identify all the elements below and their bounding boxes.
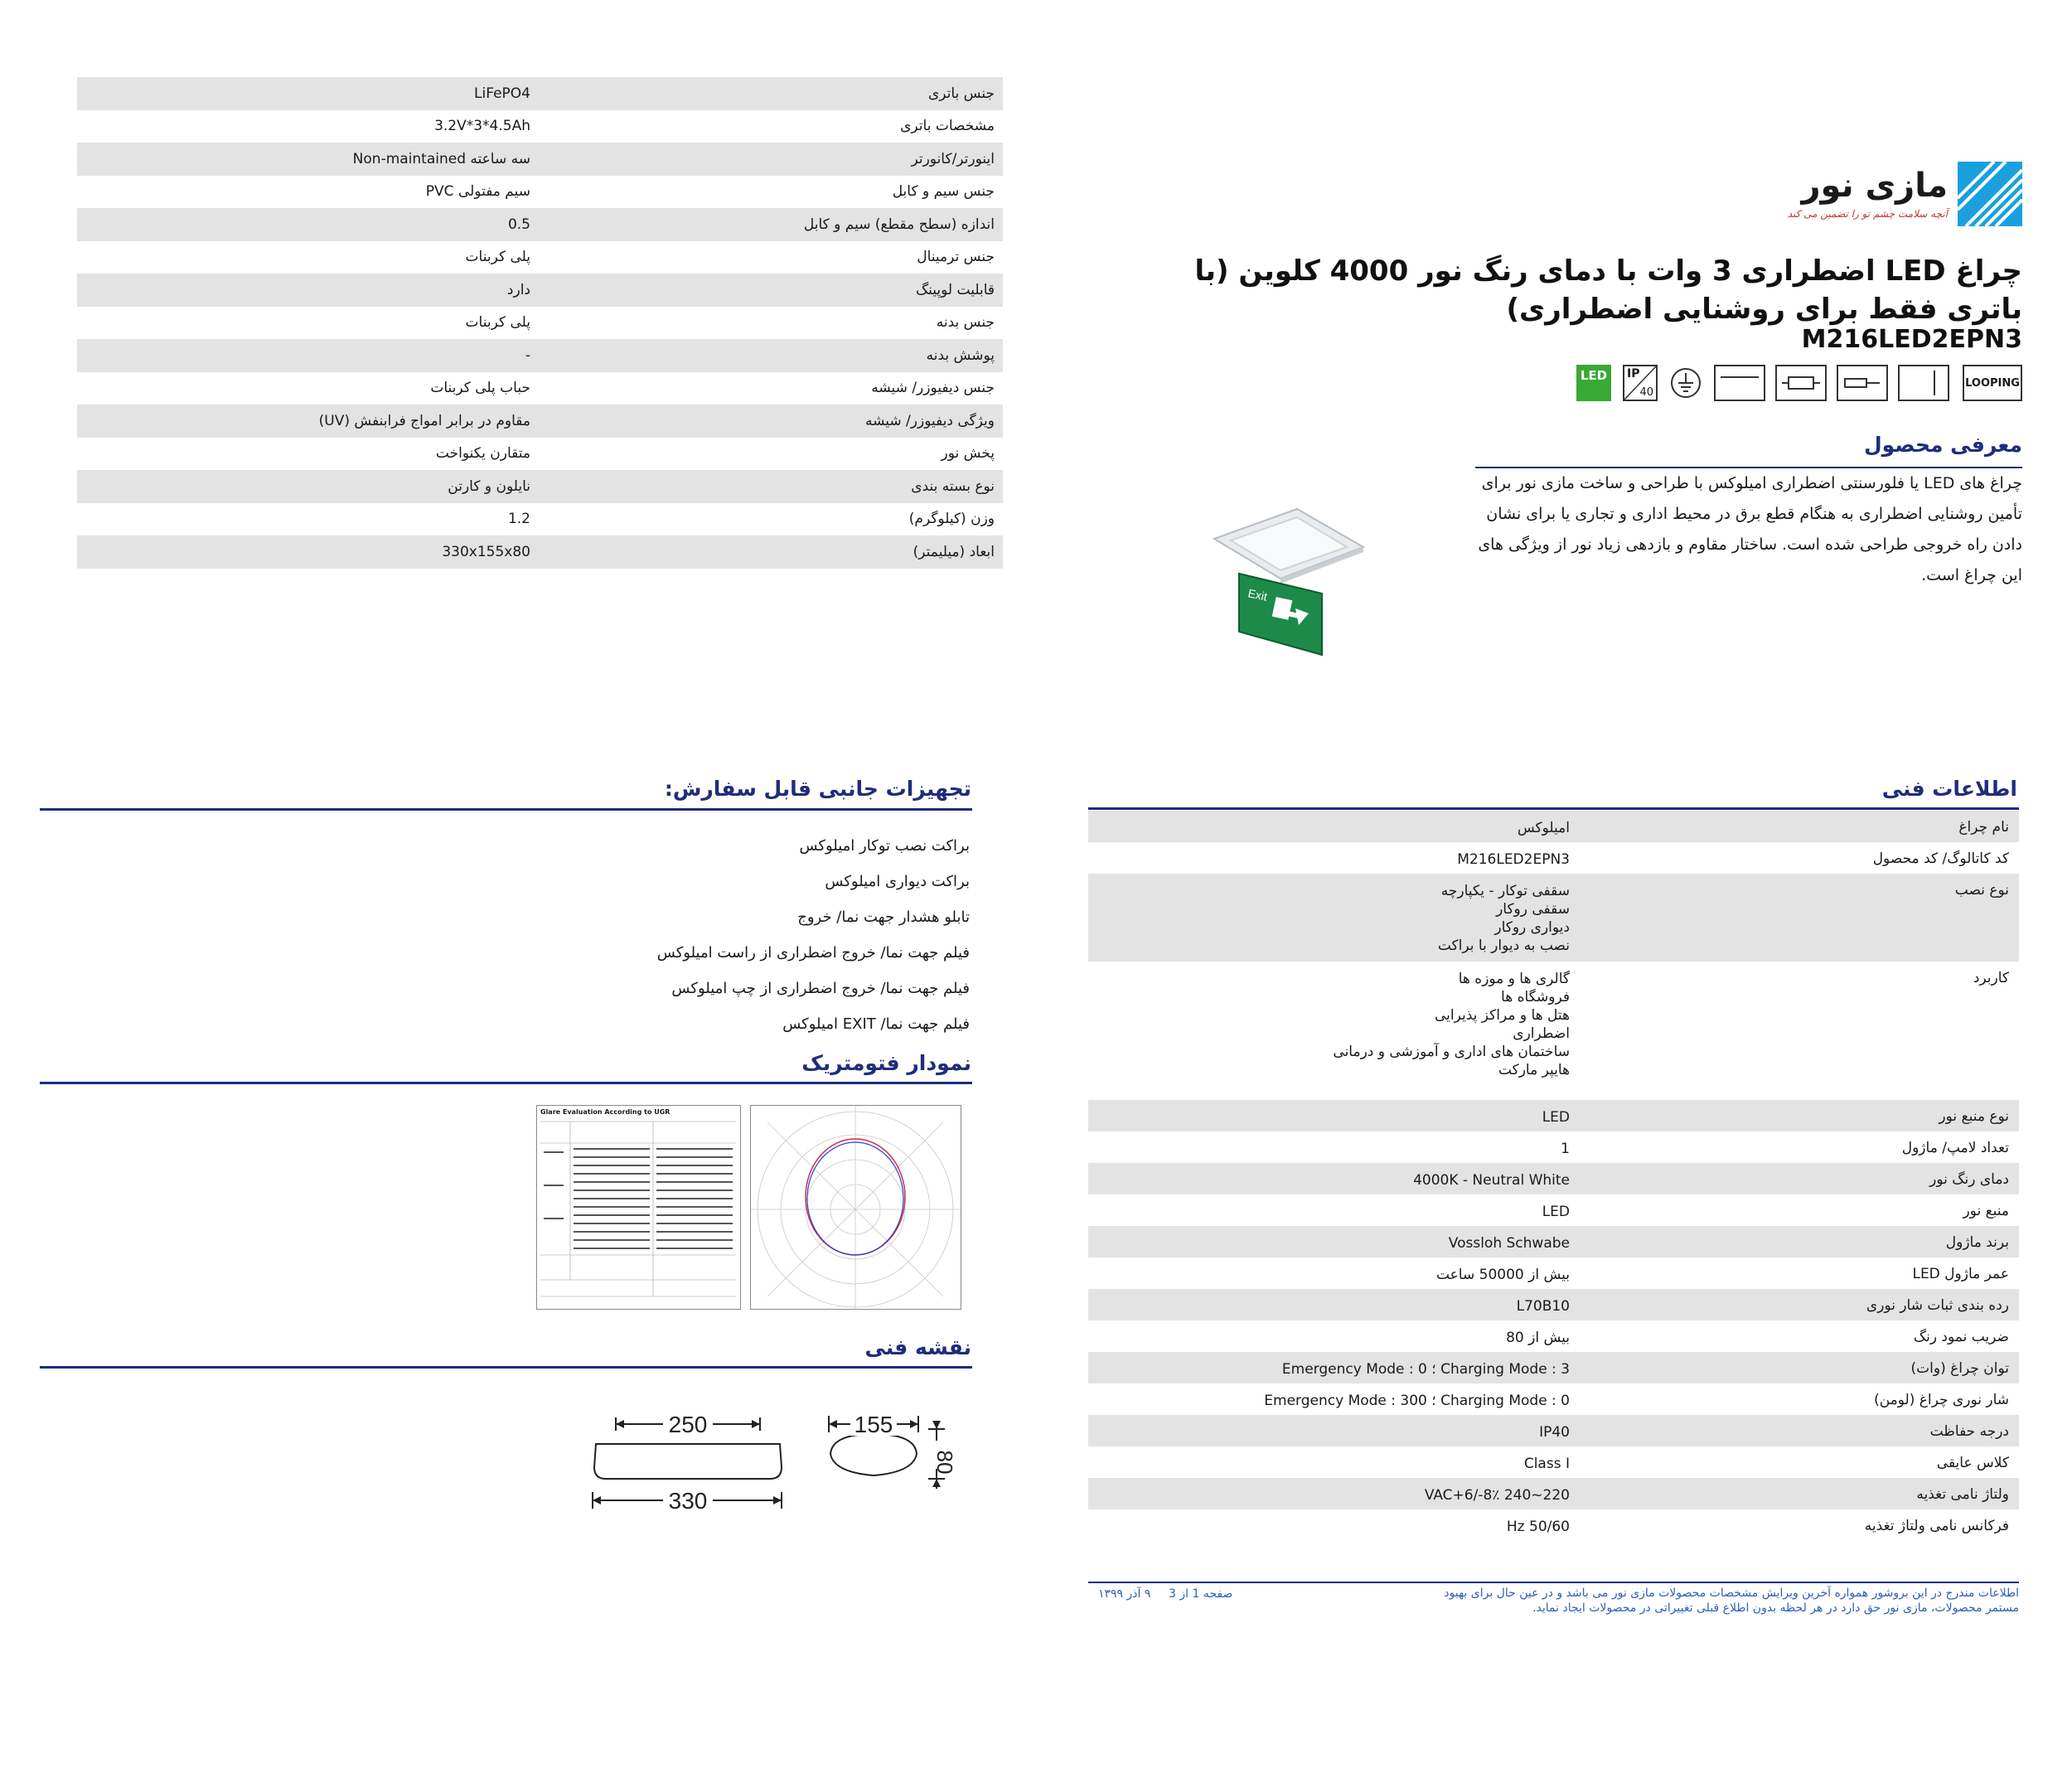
- accessory-item: براکت نصب توکار امیلوکس: [799, 837, 970, 855]
- spec-label: جنس ترمینال: [917, 249, 995, 266]
- accessories-heading: تجهیزات جانبی قابل سفارش:: [664, 777, 971, 801]
- accessories-rule: [40, 808, 972, 811]
- drawing-rule: [40, 1366, 972, 1369]
- spec-label: ابعاد (میلیمتر): [913, 543, 995, 560]
- spec-value: -: [525, 346, 530, 364]
- tech-label: عمر ماژول LED: [1912, 1266, 2009, 1282]
- spec-row: [77, 241, 1003, 274]
- looping-badge: [1963, 365, 2022, 401]
- tech-row: [1088, 1257, 2019, 1289]
- tech-label: شار نوری چراغ (لومن): [1874, 1392, 2009, 1408]
- spec-label: اینورتر/کانورتر: [911, 150, 995, 167]
- tech-value: 50/60 Hz: [1506, 1519, 1570, 1535]
- tech-row: [1088, 1194, 2019, 1226]
- tech-table: [1088, 811, 2019, 1541]
- tech-label: تعداد لامپ/ ماژول: [1901, 1140, 2009, 1156]
- tech-rule: [1088, 807, 2019, 810]
- logo-stripes-icon: [1958, 162, 2022, 226]
- dim-155-label: 155: [854, 1412, 893, 1437]
- mount-badge-1: [1898, 365, 1949, 401]
- spec-value: پلی کربنات: [465, 249, 530, 266]
- tech-label: منبع نور: [1963, 1203, 2009, 1219]
- recessed-mount-icon: [1719, 369, 1760, 397]
- spec-row: [77, 339, 1003, 372]
- tech-row: [1088, 1131, 2019, 1163]
- tech-heading: اطلاعات فنی: [1881, 777, 2017, 801]
- technical-drawing-side: [821, 1409, 957, 1517]
- spec-row: [77, 77, 1003, 110]
- tech-label: ولتاژ نامی تغذیه: [1916, 1486, 2009, 1503]
- spec-value: سه ساعته Non-maintained: [352, 150, 530, 167]
- spec-row: [77, 110, 1003, 143]
- spec-row: [77, 438, 1003, 471]
- tech-value: بیش از 50000 ساعت: [1435, 1267, 1570, 1283]
- tech-value: L70B10: [1516, 1298, 1570, 1315]
- spec-label: اندازه (سطح مقطع) سیم و کابل: [803, 216, 995, 233]
- footer-rule: [1088, 1582, 2019, 1583]
- ugr-table-image: [536, 1105, 741, 1310]
- footer-date: ۹ آذر ۱۳۹۹: [1098, 1587, 1151, 1601]
- tech-label: ضریب نمود رنگ: [1913, 1329, 2009, 1345]
- tech-value: 220~240 VAC+6/-8٪: [1424, 1487, 1570, 1504]
- spec-label: جنس دیفیوزر/ شیشه: [871, 380, 995, 397]
- ip-badge-bottom: 40: [1639, 386, 1653, 399]
- brand-logo: [1740, 162, 2022, 228]
- footer-page: صفحه 1 از 3: [1169, 1587, 1233, 1601]
- technical-drawing-front: [584, 1409, 792, 1517]
- polar-diagram-image: [750, 1105, 961, 1310]
- tech-value: بیش از 80: [1506, 1330, 1570, 1346]
- ip-badge-top: IP: [1627, 367, 1640, 380]
- spec-row: [77, 503, 1003, 536]
- spec-row: [77, 372, 1003, 405]
- spec-value: سیم مفتولی PVC: [425, 183, 530, 201]
- tech-row: [1088, 1352, 2019, 1383]
- tech-value: Charging Mode : 3 ؛ Emergency Mode : 0: [1281, 1361, 1570, 1378]
- spec-row: [77, 535, 1003, 569]
- tech-value: Charging Mode : 0 ؛ Emergency Mode : 300: [1264, 1393, 1570, 1409]
- tech-label: کلاس عایقی: [1936, 1455, 2009, 1471]
- spec-row: [77, 274, 1003, 307]
- drawing-heading: نقشه فنی: [864, 1335, 971, 1359]
- tech-row: [1088, 962, 2019, 1100]
- exit-sign-text: Exit: [1247, 586, 1269, 603]
- tech-value: 4000K - Neutral White: [1413, 1172, 1570, 1189]
- tech-row: [1088, 1478, 2019, 1509]
- tech-label: نوع منبع نور: [1939, 1108, 2009, 1125]
- ugr-table-grid: [537, 1118, 740, 1305]
- spec-label: مشخصات باتری: [900, 118, 995, 135]
- tech-label: فرکانس نامی ولتاژ تغذیه: [1864, 1518, 2009, 1534]
- tech-value: 1: [1561, 1141, 1570, 1157]
- tech-value: LED: [1542, 1109, 1570, 1126]
- tech-label: کاربرد: [1973, 970, 2009, 986]
- dim-330-label: 330: [668, 1488, 708, 1514]
- tech-label: رده بندی ثبات شار نوری: [1866, 1297, 2009, 1314]
- spec-value: پلی کربنات: [465, 314, 530, 332]
- accessory-item: تابلو هشدار جهت نما/ خروج: [797, 908, 970, 926]
- earth-badge: [1669, 366, 1702, 400]
- product-title: چراغ LED اضطراری 3 وات با دمای رنگ نور 4000 کلوین (با باتری فقط برای روشنایی اضطراری): [1194, 254, 2022, 326]
- spec-value: مقاوم در برابر امواج فرابنفش (UV): [318, 412, 530, 429]
- led-badge: [1576, 365, 1611, 401]
- tech-value: Class I: [1523, 1456, 1570, 1472]
- spec-value: 330x155x80: [442, 543, 530, 560]
- dim-80-label: 80: [932, 1450, 957, 1475]
- logo-tagline: آنچه سلامت چشم تو را تضمین می کند: [1787, 208, 1948, 220]
- looping-label: LOOPING: [1965, 376, 2020, 390]
- tech-row: [1088, 1289, 2019, 1320]
- mount-badge-3: [1775, 365, 1827, 401]
- spec-value: نایلون و کارتن: [448, 477, 530, 495]
- tech-value: سقفی توکار - یکپارچه سقفی روکار دیواری روکار نصب به دیوار با براکت: [1437, 883, 1570, 954]
- top-specs-table: [77, 77, 1003, 569]
- intro-text: چراغ های LED یا فلورسنتی اضطراری امیلوکس با طراحی و ساخت مازی نور برای تأمین روشنایی اضطراری به هنگام قطع برق در محیط اداری و تجاری یا برای نشان دادن راه خروجی طراحی شده است. ساختار مقاوم و بازدهی زیاد نور از ویژگی های این چراغ است.: [1478, 474, 2022, 584]
- tech-value: Vossloh Schwabe: [1448, 1235, 1570, 1252]
- tech-label: درجه حفاظت: [1929, 1423, 2009, 1440]
- mount-badge-2: [1837, 365, 1888, 401]
- ceiling-mount-icon: [1780, 369, 1822, 397]
- spec-row: [77, 176, 1003, 209]
- spec-label: پوشش بدنه: [926, 346, 995, 364]
- tech-row: [1088, 1509, 2019, 1541]
- tech-value: M216LED2EPN3: [1457, 851, 1570, 868]
- spec-row: [77, 143, 1003, 176]
- spec-value: متقارن یکنواخت: [435, 445, 530, 463]
- spec-value: 0.5: [507, 216, 530, 233]
- tech-label: کد کاتالوگ/ کد محصول: [1872, 850, 2009, 867]
- spec-row: [77, 405, 1003, 438]
- photometric-heading: نمودار فتومتریک: [801, 1051, 971, 1075]
- spec-label: ویژگی دیفیوزر/ شیشه: [864, 412, 995, 429]
- spec-label: قابلیت لوپینگ: [915, 281, 995, 298]
- accessory-item: براکت دیواری امیلوکس: [825, 873, 970, 890]
- spec-label: جنس باتری: [927, 85, 995, 102]
- tech-label: توان چراغ (وات): [1910, 1360, 2009, 1377]
- led-badge-label: LED: [1580, 368, 1608, 383]
- footer-note: اطلاعات مندرج در این بروشور همواره آخرین ویرایش مشخصات محصولات مازی نور می باشد و در عین حال برای بهبود مستمر محصولات، مازی نور حق دارد در هر لحظه بدون اطلاع قبلی تغییراتی در محصولات ایجاد نماید.: [1444, 1587, 2019, 1615]
- earth-ground-icon: [1669, 366, 1702, 400]
- tech-value: LED: [1542, 1204, 1570, 1220]
- tech-row: [1088, 1383, 2019, 1415]
- tech-label: نوع نصب: [1954, 882, 2009, 899]
- spec-row: [77, 307, 1003, 340]
- spec-value: حباب پلی کربنات: [430, 380, 530, 397]
- tech-value: امیلوکس: [1517, 820, 1570, 836]
- tech-value: گالری ها و موزه ها فروشگاه ها هتل ها و مراکز پذیرایی اضطراری ساختمان های اداری و آموزشی و درمانی هایپر مارکت: [1333, 971, 1570, 1078]
- spec-value: 3.2V*3*4.5Ah: [434, 118, 530, 135]
- tech-row: [1088, 1446, 2019, 1478]
- surface-mount-icon: [1903, 369, 1944, 397]
- product-code: M216LED2EPN3: [1801, 325, 2022, 354]
- exit-sign-product-image: [1206, 506, 1372, 663]
- spec-label: وزن (کیلوگرم): [908, 511, 995, 528]
- intro-heading: معرفی محصول: [1863, 433, 2022, 457]
- photometric-rule: [40, 1082, 972, 1084]
- tech-label: نام چراغ: [1958, 819, 2009, 836]
- spec-label: جنس سیم و کابل: [892, 183, 995, 201]
- spec-row: [77, 470, 1003, 503]
- logo-brand-text: مازی نور: [1801, 167, 1948, 205]
- ugr-table-title: Glare Evaluation According to UGR: [540, 1108, 670, 1116]
- accessory-item: فیلم جهت نما/ EXIT امیلوکس: [782, 1015, 970, 1033]
- spec-label: پخش نور: [941, 445, 995, 463]
- spec-label: نوع بسته بندی: [911, 477, 995, 495]
- accessory-item: فیلم جهت نما/ خروج اضطراری از چپ امیلوکس: [671, 980, 970, 997]
- tech-row: [1088, 1415, 2019, 1446]
- tech-row: [1088, 874, 2019, 962]
- mount-badge-4: [1714, 365, 1765, 401]
- tech-row: [1088, 811, 2019, 842]
- spec-row: [77, 208, 1003, 241]
- tech-row: [1088, 1100, 2019, 1131]
- ip-badge: [1623, 365, 1658, 401]
- spec-value: 1.2: [507, 511, 530, 528]
- spec-label: جنس بدنه: [936, 314, 995, 332]
- spec-value: دارد: [506, 281, 530, 298]
- accessory-item: فیلم جهت نما/ خروج اضطراری از راست امیلوکس: [656, 944, 970, 962]
- tech-value: IP40: [1539, 1424, 1570, 1441]
- tech-row: [1088, 1163, 2019, 1194]
- tech-label: برند ماژول: [1945, 1234, 2009, 1251]
- tech-label: دمای رنگ نور: [1929, 1171, 2009, 1188]
- dim-250-label: 250: [668, 1412, 708, 1437]
- wall-mount-icon: [1842, 369, 1883, 397]
- tech-row: [1088, 842, 2019, 874]
- tech-row: [1088, 1320, 2019, 1352]
- tech-row: [1088, 1226, 2019, 1257]
- spec-value: LiFePO4: [474, 85, 530, 102]
